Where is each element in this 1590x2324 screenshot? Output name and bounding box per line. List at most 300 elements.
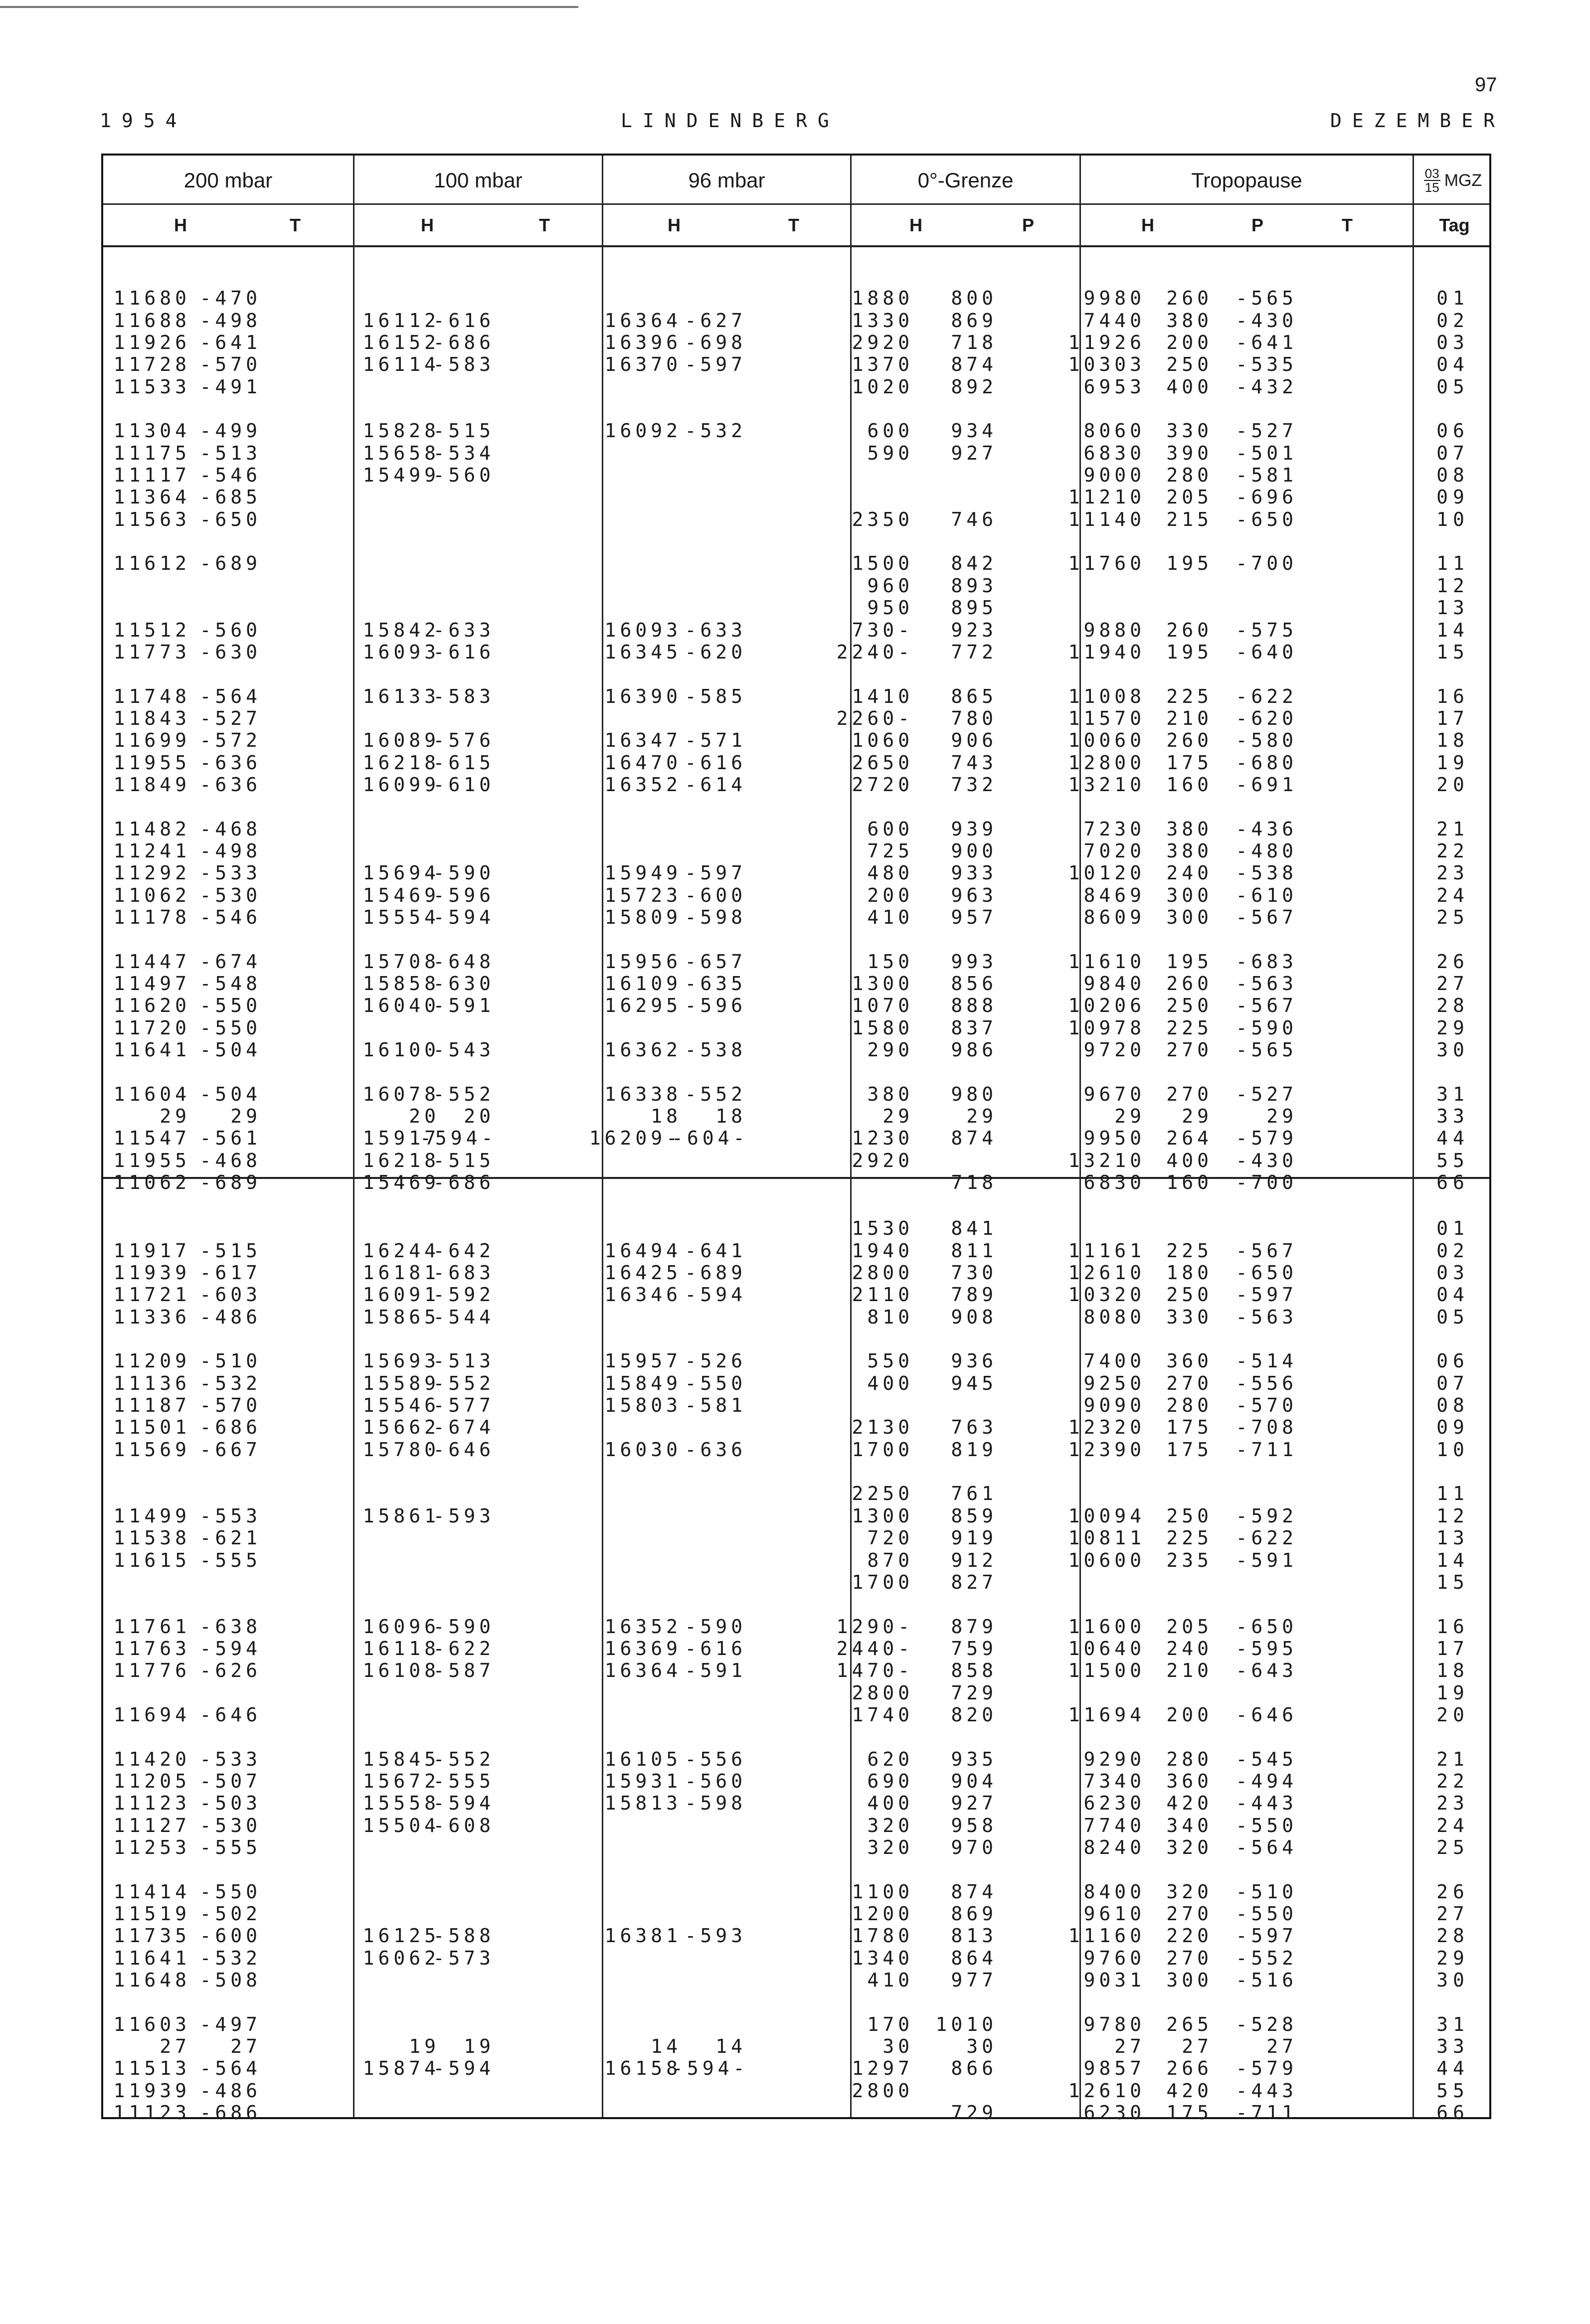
table-cell: 16118 — [362, 1637, 440, 1660]
table-cell: 16125 — [362, 1925, 440, 1947]
tag-cell: 19 — [1436, 1681, 1469, 1704]
table-cell — [420, 2013, 495, 2035]
table-cell: 260 — [1166, 619, 1213, 641]
table-cell: 15589 — [362, 1372, 440, 1394]
table-cell: -674 — [199, 950, 261, 973]
table-cell: 16218 — [362, 751, 440, 774]
table-cell: 927 — [951, 442, 997, 464]
table-cell: 29 — [1114, 1105, 1145, 1128]
table-cell: 993 — [951, 950, 997, 973]
tag-cell: 12 — [1436, 1504, 1469, 1527]
table-cell: 11612 — [113, 552, 190, 575]
table-cell: 958 — [951, 1814, 997, 1836]
table-cell: 11519 — [113, 1903, 190, 1925]
table-cell — [582, 1461, 682, 1483]
table-cell: -570 — [199, 1394, 261, 1417]
table-cell: 16092 — [604, 420, 682, 442]
table-cell — [1138, 1483, 1213, 1504]
table-cell: -598 — [685, 1792, 746, 1815]
table-cell: 16109 — [604, 973, 682, 995]
table-cell: -620 — [1236, 707, 1297, 729]
tag-cell: 27 — [1436, 1903, 1469, 1925]
table-cell: 16390 — [604, 685, 682, 707]
table-cell: 906 — [951, 729, 997, 752]
table-cell: -648 — [433, 950, 495, 973]
tag-cell: 16 — [1436, 1615, 1469, 1638]
table-cell: 800 — [951, 287, 997, 310]
tag-cell: 26 — [1436, 950, 1469, 973]
table-cell: 841 — [951, 1217, 997, 1240]
table-cell — [672, 575, 746, 597]
table-cell — [186, 597, 261, 619]
table-cell: 16352 — [604, 1615, 682, 1638]
table-cell — [420, 552, 495, 574]
table-cell: 195 — [1166, 552, 1213, 575]
table-cell — [1046, 1461, 1145, 1483]
tag-cell — [1415, 530, 1490, 552]
table-cell — [1138, 1991, 1213, 2013]
table-cell — [186, 1726, 261, 1748]
table-cell: 923 — [951, 619, 997, 641]
table-cell: 1410 — [852, 685, 913, 707]
table-cell — [420, 575, 495, 597]
table-cell: -530 — [199, 884, 261, 906]
table-cell: 9031 — [1083, 1969, 1145, 1992]
tag-cell: 07 — [1436, 1372, 1469, 1394]
table-cell: -504 — [199, 1039, 261, 1061]
table-cell: -567 — [1236, 995, 1297, 1017]
table-cell: 912 — [951, 1549, 997, 1571]
table-cell — [420, 707, 495, 729]
table-cell: -622 — [1236, 1527, 1297, 1549]
table-cell — [420, 508, 495, 530]
table-cell: -597 — [1236, 1925, 1297, 1947]
table-cell — [672, 508, 746, 530]
table-cell: 10320 — [1068, 1284, 1145, 1306]
table-cell: 380 — [1166, 839, 1213, 862]
table-cell: 16105 — [604, 1748, 682, 1770]
running-head-station: LINDENBERG — [621, 110, 840, 132]
table-cell — [1138, 398, 1213, 420]
table-cell — [922, 1726, 997, 1748]
table-cell: 225 — [1166, 1527, 1213, 1549]
table-cell: -650 — [1236, 508, 1297, 530]
table-cell: 175 — [1166, 751, 1213, 774]
tag-cell: 02 — [1436, 1239, 1469, 1262]
table-cell — [1138, 1726, 1213, 1748]
table-cell — [922, 530, 997, 552]
table-cell — [420, 1726, 495, 1748]
table-cell: 15845 — [362, 1748, 440, 1770]
subheader-200-t: T — [290, 215, 301, 235]
table-cell: -498 — [199, 309, 261, 332]
table-cell — [1138, 1195, 1213, 1217]
tag-cell: 23 — [1436, 862, 1469, 884]
table-cell: 11501 — [113, 1416, 190, 1439]
table-cell — [829, 265, 913, 287]
table-cell: 772 — [951, 641, 997, 663]
tag-cell: 21 — [1436, 1748, 1469, 1770]
table-cell: 15546 — [362, 1394, 440, 1417]
table-cell: 16209- — [589, 1127, 682, 1150]
table-cell — [1046, 265, 1145, 287]
table-cell: -545 — [1236, 1748, 1297, 1770]
table-cell — [1138, 575, 1213, 597]
table-cell — [829, 1593, 913, 1615]
table-cell — [672, 530, 746, 552]
table-cell: -595 — [1236, 1637, 1297, 1660]
table-cell — [186, 1571, 261, 1593]
table-cell: -627 — [685, 309, 746, 332]
table-cell: -708 — [1236, 1416, 1297, 1439]
table-cell — [672, 1217, 746, 1239]
table-cell: -686 — [199, 2102, 261, 2124]
table-cell: -560 — [685, 1770, 746, 1792]
table-cell: -470 — [199, 287, 261, 310]
table-cell: 810 — [867, 1306, 913, 1328]
table-cell: -546 — [199, 906, 261, 928]
table-cell: 29 — [1266, 1105, 1297, 1128]
table-cell: 15803 — [604, 1394, 682, 1417]
table-cell — [582, 2080, 682, 2102]
table-cell: 10978 — [1068, 1016, 1145, 1039]
table-cell: 290 — [867, 1039, 913, 1061]
table-cell: 19 — [464, 2035, 495, 2058]
table-cell — [829, 1061, 913, 1083]
table-cell — [420, 928, 495, 950]
table-cell: 2260- — [836, 707, 913, 729]
table-cell — [1223, 1217, 1297, 1239]
subheader-tropopause-p: P — [1251, 215, 1263, 235]
table-cell — [420, 840, 495, 862]
table-cell — [186, 663, 261, 685]
table-cell: 893 — [951, 574, 997, 597]
table-cell — [582, 1061, 682, 1083]
table-cell — [420, 1836, 495, 1858]
table-cell: 11062 — [113, 1171, 190, 1194]
subheader-tropopause-t: T — [1342, 215, 1353, 235]
table-cell: -700 — [1236, 1171, 1297, 1194]
table-cell — [420, 1682, 495, 1704]
table-cell — [420, 796, 495, 818]
table-cell: 1530 — [852, 1217, 913, 1240]
table-cell: 1200 — [852, 1903, 913, 1925]
table-cell: -564 — [199, 685, 261, 707]
value-column — [186, 1195, 261, 2124]
table-cell: 250 — [1166, 1504, 1213, 1527]
table-cell: -508 — [199, 1969, 261, 1992]
table-cell: -650 — [199, 508, 261, 530]
table-cell: 15469 — [362, 884, 440, 906]
mgz-fraction: $\frac{03}{15}$ — [1424, 166, 1439, 195]
table-cell: 2440- — [836, 1637, 913, 1660]
table-cell: 29 — [160, 1105, 190, 1128]
table-cell: -689 — [685, 1262, 746, 1284]
table-cell: 11547 — [113, 1127, 190, 1150]
table-cell: 11776 — [113, 1660, 190, 1682]
table-cell — [101, 1483, 190, 1504]
value-column — [672, 1195, 749, 2124]
table-cell: 1070 — [852, 995, 913, 1017]
table-cell: -504 — [199, 1083, 261, 1105]
table-cell: -565 — [1236, 1039, 1297, 1061]
table-cell: -533 — [199, 862, 261, 884]
table-cell: 919 — [951, 1527, 997, 1549]
table-cell — [829, 796, 913, 818]
table-cell: 725 — [867, 839, 913, 862]
table-cell — [420, 1217, 495, 1239]
table-cell — [582, 1171, 682, 1193]
table-cell: 220 — [1166, 1925, 1213, 1947]
table-cell — [829, 663, 913, 685]
table-cell: -686 — [433, 332, 495, 354]
table-cell — [420, 287, 495, 309]
table-cell: -600 — [685, 884, 746, 906]
table-cell: 8400 — [1083, 1880, 1145, 1903]
table-cell: 7740 — [1083, 1814, 1145, 1836]
table-cell: -685 — [199, 486, 261, 508]
table-cell: 11533 — [113, 375, 190, 398]
table-cell — [420, 1061, 495, 1083]
table-cell — [582, 1195, 682, 1217]
table-cell: -593 — [685, 1925, 746, 1947]
table-cell: 270 — [1166, 1039, 1213, 1061]
subheader-tropopause-h: H — [1141, 215, 1154, 235]
table-cell: 27 — [160, 2035, 190, 2058]
table-cell — [672, 486, 746, 508]
table-cell: 977 — [951, 1969, 997, 1992]
table-cell — [101, 1858, 190, 1880]
table-cell: 986 — [951, 1039, 997, 1061]
table-cell: 205 — [1166, 1615, 1213, 1638]
table-cell: 15813 — [604, 1792, 682, 1815]
table-cell: 400 — [867, 1372, 913, 1394]
subheader-100-h: H — [421, 215, 434, 235]
table-cell: 9980 — [1083, 287, 1145, 310]
table-cell — [829, 1991, 913, 2013]
table-cell — [186, 1217, 261, 1239]
table-cell: 16295 — [604, 995, 682, 1017]
table-cell: 15723 — [604, 884, 682, 906]
table-cell — [101, 1726, 190, 1748]
table-cell: 15828 — [362, 420, 440, 442]
table-cell: 1580 — [852, 1016, 913, 1039]
table-cell: 9000 — [1083, 464, 1145, 487]
table-cell: -468 — [199, 818, 261, 840]
table-cell: 11497 — [113, 973, 190, 995]
table-cell: 729 — [951, 1681, 997, 1704]
table-cell: 16040 — [362, 995, 440, 1017]
table-cell — [672, 1836, 746, 1858]
table-cell: 30 — [883, 2035, 913, 2058]
table-cell: 720 — [867, 1527, 913, 1549]
table-cell: -561 — [199, 1127, 261, 1150]
table-cell — [582, 376, 682, 398]
table-cell: 865 — [951, 685, 997, 707]
table-cell — [420, 1704, 495, 1726]
table-cell: 960 — [867, 574, 913, 597]
table-cell — [672, 1061, 746, 1083]
table-cell: -527 — [199, 707, 261, 729]
tag-cell — [1415, 796, 1490, 818]
table-cell: 11926 — [113, 332, 190, 354]
table-cell: -667 — [199, 1438, 261, 1461]
table-cell — [672, 1328, 746, 1350]
table-cell: 400 — [867, 1792, 913, 1815]
table-cell: 1020 — [852, 375, 913, 398]
table-cell: 175 — [1166, 2102, 1213, 2124]
table-cell — [582, 1483, 682, 1504]
subheader-96-t: T — [788, 215, 799, 235]
table-cell — [101, 1682, 190, 1704]
table-cell: 240 — [1166, 1637, 1213, 1660]
table-cell: -533 — [199, 1748, 261, 1770]
table-cell: 1297 — [852, 2057, 913, 2080]
table-cell: 300 — [1166, 1969, 1213, 1992]
table-cell: -494 — [1236, 1770, 1297, 1792]
table-cell — [420, 1858, 495, 1880]
table-cell: 11127 — [113, 1814, 190, 1836]
tag-cell: 26 — [1436, 1880, 1469, 1903]
table-cell: -565 — [1236, 287, 1297, 310]
table-cell: -567 — [1236, 1239, 1297, 1262]
value-column — [922, 1195, 997, 2124]
table-cell — [1138, 1682, 1213, 1704]
table-cell: 16091 — [362, 1284, 440, 1306]
table-cell: 15861 — [362, 1504, 440, 1527]
table-cell: 15931 — [604, 1770, 682, 1792]
table-cell: -515 — [433, 1149, 495, 1171]
table-cell: -650 — [1236, 1262, 1297, 1284]
table-cell: 300 — [1166, 906, 1213, 928]
table-cell: -591 — [685, 1660, 746, 1682]
table-cell: 15949 — [604, 862, 682, 884]
table-cell: 10640 — [1068, 1637, 1145, 1660]
table-cell: 13210 — [1068, 773, 1145, 796]
table-cell: 264 — [1166, 1127, 1213, 1150]
table-cell: -650 — [1236, 1615, 1297, 1638]
table-cell: 11760 — [1068, 552, 1145, 575]
table-cell — [101, 1461, 190, 1483]
table-cell: 15874 — [362, 2057, 440, 2080]
table-cell — [420, 1527, 495, 1549]
table-cell: 160 — [1166, 773, 1213, 796]
table-cell: 12390 — [1068, 1438, 1145, 1461]
table-cell: 11955 — [113, 751, 190, 774]
table-cell: 16158 — [604, 2057, 682, 2080]
table-cell — [672, 1593, 746, 1615]
top-rule — [0, 6, 578, 8]
table-cell: -638 — [199, 1615, 261, 1638]
table-cell: 11161 — [1068, 1239, 1145, 1262]
table-cell — [186, 1195, 261, 1217]
table-cell — [582, 1881, 682, 1903]
table-cell — [672, 1682, 746, 1704]
table-cell: -594 — [433, 1792, 495, 1815]
table-cell: -544 — [433, 1306, 495, 1328]
table-cell — [1138, 265, 1213, 287]
table-cell — [582, 1505, 682, 1527]
table-cell — [1046, 1593, 1145, 1615]
table-cell — [420, 1593, 495, 1615]
table-cell: -594 — [685, 1284, 746, 1306]
table-cell — [101, 1217, 190, 1239]
tag-cell: 01 — [1436, 1217, 1469, 1240]
table-cell — [1046, 1483, 1145, 1504]
table-cell: 15957 — [604, 1350, 682, 1372]
table-cell — [829, 530, 913, 552]
table-cell: 732 — [951, 773, 997, 796]
table-cell — [672, 707, 746, 729]
table-cell: 780 — [951, 707, 997, 729]
tag-cell — [1415, 663, 1490, 685]
table-cell: -515 — [433, 420, 495, 442]
table-cell: 16425 — [604, 1262, 682, 1284]
table-cell: -621 — [199, 1527, 261, 1549]
table-cell: -683 — [1236, 950, 1297, 973]
table-cell: 11500 — [1068, 1660, 1145, 1682]
table-cell: 320 — [867, 1814, 913, 1836]
table-cell — [420, 1903, 495, 1925]
table-cell — [922, 1593, 997, 1615]
table-cell — [829, 1195, 913, 1217]
table-cell — [582, 508, 682, 530]
table-cell — [672, 1881, 746, 1903]
table-cell — [582, 575, 682, 597]
table-cell: 15849 — [604, 1372, 682, 1394]
tag-cell: 06 — [1436, 1350, 1469, 1372]
table-cell: 7400 — [1083, 1350, 1145, 1372]
table-cell: 856 — [951, 973, 997, 995]
table-cell: 11205 — [113, 1770, 190, 1792]
table-cell: 250 — [1166, 995, 1213, 1017]
table-cell — [420, 1328, 495, 1350]
table-cell: -534 — [433, 442, 495, 464]
value-column — [420, 265, 495, 1193]
table-cell: 2250 — [852, 1483, 913, 1505]
table-cell: -608 — [433, 1814, 495, 1836]
table-cell: -689 — [199, 1171, 261, 1194]
table-cell: -563 — [1236, 1306, 1297, 1328]
table-cell: -564 — [1236, 1836, 1297, 1858]
table-cell: 8240 — [1083, 1836, 1145, 1858]
table-cell: -646 — [433, 1438, 495, 1461]
table-cell — [672, 398, 746, 420]
table-cell: -591 — [1236, 1549, 1297, 1571]
table-cell: -674 — [433, 1416, 495, 1439]
tag-cell: 33 — [1436, 2035, 1469, 2058]
table-cell: 2130 — [852, 1416, 913, 1439]
tag-cell: 09 — [1436, 486, 1469, 508]
table-cell — [672, 464, 746, 486]
table-cell: 11600 — [1068, 1615, 1145, 1638]
table-cell: 11209 — [113, 1350, 190, 1372]
table-cell: -571 — [685, 729, 746, 752]
table-cell: 15858 — [362, 973, 440, 995]
table-cell: 6830 — [1083, 1171, 1145, 1194]
table-cell: -581 — [685, 1394, 746, 1417]
table-cell: -507 — [199, 1770, 261, 1792]
table-cell: 904 — [951, 1770, 997, 1792]
table-cell — [582, 2013, 682, 2035]
table-cell: 9250 — [1083, 1372, 1145, 1394]
tag-cell: 08 — [1436, 464, 1469, 487]
table-cell: 935 — [951, 1748, 997, 1770]
tag-cell: 25 — [1436, 906, 1469, 928]
table-cell: 18 — [651, 1105, 682, 1128]
table-cell — [420, 486, 495, 508]
table-cell: 16346 — [604, 1284, 682, 1306]
